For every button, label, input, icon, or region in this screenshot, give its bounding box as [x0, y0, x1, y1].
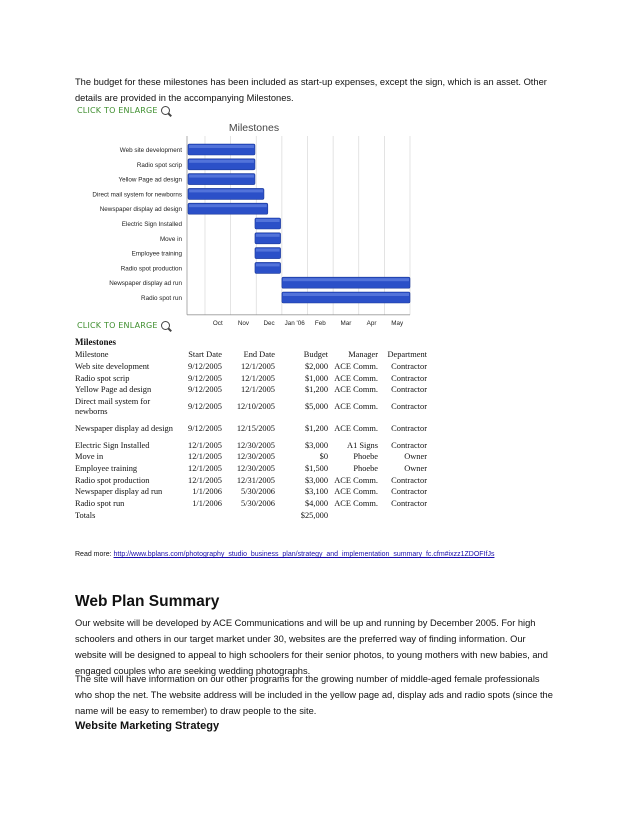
- category-label: Yellow Page ad design: [118, 176, 182, 184]
- x-tick-label: May: [391, 319, 404, 327]
- category-label: Electric Sign Installed: [121, 221, 182, 228]
- x-tick-label: Mar: [340, 319, 352, 327]
- web-plan-paragraph-1: [75, 615, 575, 679]
- click-to-enlarge-label: CLICK TO ENLARGE: [77, 321, 158, 330]
- header-end-date: End Date: [243, 350, 275, 360]
- table-row: [75, 440, 427, 452]
- start-date: 9/12/2005: [188, 373, 222, 383]
- table-row: [75, 498, 427, 510]
- end-date: 12/31/2005: [236, 475, 275, 485]
- web-plan-p1-line: schoolers and others in our target market under 30, websites are the preferred way of finding information. Our: [75, 634, 526, 644]
- end-date: 5/30/2006: [241, 487, 275, 497]
- x-tick-label: Dec: [263, 319, 275, 327]
- milestone-name: Newspaper display ad run: [75, 487, 163, 497]
- category-label: Employee training: [131, 250, 182, 258]
- x-tick-label: Jan '06: [284, 319, 305, 327]
- header-manager: Manager: [348, 350, 378, 360]
- end-date: 12/1/2005: [241, 362, 275, 372]
- read-more-label: Read more:: [75, 551, 114, 558]
- table-row: [75, 384, 427, 396]
- category-label: Move in: [159, 235, 182, 243]
- start-date: 9/12/2005: [188, 362, 222, 372]
- empty-cell: [222, 509, 275, 521]
- department: Contractor: [391, 373, 427, 383]
- table-row: [75, 451, 427, 463]
- category-label: Web site development: [119, 147, 182, 154]
- gantt-bar-highlight: [189, 204, 267, 207]
- header-budget: Budget: [303, 350, 328, 360]
- budget: $1,200: [304, 424, 328, 434]
- manager: ACE Comm.: [334, 402, 378, 412]
- department: Contractor: [391, 402, 427, 412]
- gantt-bar-highlight: [256, 249, 280, 252]
- gantt-bar-highlight: [189, 160, 254, 163]
- department: Contractor: [391, 440, 427, 450]
- milestone-name: Radio spot run: [75, 498, 125, 508]
- table-row: [75, 475, 427, 487]
- end-date: 12/1/2005: [241, 385, 275, 395]
- click-to-enlarge-label: CLICK TO ENLARGE: [77, 106, 158, 115]
- milestone-name: Radio spot production: [75, 475, 150, 485]
- web-plan-p1-line: Our website will be developed by ACE Communications and will be up and running by December 2005. For high: [75, 618, 536, 628]
- x-tick-label: Nov: [237, 319, 250, 327]
- end-date: 12/30/2005: [236, 452, 275, 462]
- read-more-link[interactable]: http://www.bplans.com/photography_studio_business_plan/strategy_and_implementation_summary_fc.cfm#ixzz1ZDOFIfJs: [113, 551, 495, 558]
- department: Contractor: [391, 362, 427, 372]
- department: Contractor: [391, 475, 427, 485]
- header-start-date: Start Date: [188, 350, 222, 360]
- manager: ACE Comm.: [334, 424, 378, 434]
- manager: ACE Comm.: [334, 362, 378, 372]
- table-header-row: [75, 349, 427, 361]
- click-to-enlarge-top[interactable]: [77, 106, 170, 115]
- gantt-bar-highlight: [189, 189, 263, 192]
- table-row: [75, 463, 427, 475]
- milestone-name: Employee training: [75, 464, 138, 474]
- category-label: Newspaper display ad run: [109, 280, 182, 288]
- intro-line-1: The budget for these milestones has been included as start-up expenses, except the sign, which is an asset. Other: [75, 77, 547, 87]
- web-plan-p2-line: who shop the net. The website address will be included in the yellow page ad, display ads and radio spots (since the: [75, 690, 553, 700]
- gantt-bar-highlight: [256, 219, 280, 222]
- table-row: [75, 396, 427, 418]
- web-plan-paragraph-2: [75, 671, 575, 719]
- milestone-name: Electric Sign Installed: [75, 440, 150, 450]
- x-tick-label: Apr: [366, 319, 377, 327]
- web-plan-heading: Web Plan Summary: [75, 593, 220, 610]
- budget: $3,100: [304, 487, 328, 497]
- header-department: Department: [387, 350, 427, 360]
- manager: A1 Signs: [347, 440, 378, 450]
- website-marketing-strategy-heading: Website Marketing Strategy: [75, 720, 220, 732]
- category-label: Radio spot run: [141, 295, 182, 302]
- category-label: Direct mail system for newborns: [92, 191, 182, 199]
- end-date: 12/15/2005: [236, 424, 275, 434]
- table-row: [75, 418, 427, 440]
- category-label: Radio spot scrip: [136, 161, 182, 169]
- manager: Phoebe: [353, 464, 378, 474]
- manager: ACE Comm.: [334, 385, 378, 395]
- end-date: 12/30/2005: [236, 464, 275, 474]
- chart-title: Milestones: [228, 122, 280, 134]
- web-plan-p2-line: The site will have information on our other programs for the growing number of middle-aged female professionals: [75, 674, 540, 684]
- magnifier-icon: [161, 106, 170, 115]
- department: Owner: [404, 464, 427, 474]
- gantt-bar-highlight: [256, 234, 280, 237]
- empty-cell: [182, 509, 222, 521]
- table-row: [75, 373, 427, 385]
- table-row: [75, 361, 427, 373]
- gantt-bar-highlight: [256, 263, 280, 266]
- department: Contractor: [391, 487, 427, 497]
- milestone-name: Newspaper display ad design: [75, 424, 173, 434]
- end-date: 12/1/2005: [241, 373, 275, 383]
- intro-line-2: details are provided in the accompanying Milestones.: [75, 93, 294, 103]
- click-to-enlarge-bottom[interactable]: [77, 321, 170, 330]
- manager: ACE Comm.: [334, 487, 378, 497]
- budget: $1,200: [304, 385, 328, 395]
- department: Contractor: [391, 424, 427, 434]
- x-tick-label: Feb: [314, 319, 326, 327]
- start-date: 9/12/2005: [188, 424, 222, 434]
- totals-label: Totals: [75, 510, 96, 520]
- milestone-name: Direct mail system for newborns: [75, 397, 151, 416]
- category-label: Radio spot production: [120, 265, 182, 273]
- budget: $1,500: [304, 464, 328, 474]
- milestone-name: Radio spot scrip: [75, 373, 130, 383]
- end-date: 5/30/2006: [241, 498, 275, 508]
- x-tick-label: Oct: [212, 319, 223, 327]
- milestones-table-title: Milestones: [75, 337, 116, 347]
- start-date: 1/1/2006: [192, 498, 222, 508]
- milestone-name: Yellow Page ad design: [75, 385, 152, 395]
- start-date: 1/1/2006: [192, 487, 222, 497]
- web-plan-p2-line: name will be easy to remember) to draw people to the site.: [75, 706, 317, 716]
- web-plan-p1-line: engaged couples who are seeking wedding photographs.: [75, 666, 311, 676]
- end-date: 12/30/2005: [236, 440, 275, 450]
- end-date: 12/10/2005: [236, 402, 275, 412]
- start-date: 12/1/2005: [188, 464, 222, 474]
- start-date: 12/1/2005: [188, 440, 222, 450]
- totals-value: $25,000: [300, 510, 328, 520]
- empty-cell: [378, 509, 427, 521]
- budget: $3,000: [304, 475, 328, 485]
- gantt-bar-highlight: [189, 175, 254, 178]
- empty-cell: [328, 509, 378, 521]
- budget: $0: [319, 452, 328, 462]
- budget: $2,000: [304, 362, 328, 372]
- manager: ACE Comm.: [334, 373, 378, 383]
- header-milestone: Milestone: [75, 350, 109, 360]
- gantt-bar-highlight: [189, 145, 254, 148]
- web-plan-p1-line: website will be designed to appeal to high schoolers for their senior photos, to young mothers with new babies, and: [75, 650, 548, 660]
- budget: $1,000: [304, 373, 328, 383]
- gantt-bar-highlight: [283, 293, 409, 296]
- budget: $3,000: [304, 440, 328, 450]
- milestone-name: Move in: [75, 452, 104, 462]
- start-date: 12/1/2005: [188, 475, 222, 485]
- department: Contractor: [391, 385, 427, 395]
- gantt-bar-highlight: [283, 278, 409, 281]
- magnifier-icon: [161, 321, 170, 330]
- milestones-table: [75, 349, 427, 521]
- category-label: Newspaper display ad design: [99, 206, 182, 214]
- totals-row: [75, 509, 427, 521]
- budget: $4,000: [304, 498, 328, 508]
- start-date: 12/1/2005: [188, 452, 222, 462]
- department: Owner: [404, 452, 427, 462]
- department: Contractor: [391, 498, 427, 508]
- milestone-name: Web site development: [75, 362, 150, 372]
- start-date: 9/12/2005: [188, 385, 222, 395]
- start-date: 9/12/2005: [188, 402, 222, 412]
- manager: Phoebe: [353, 452, 378, 462]
- manager: ACE Comm.: [334, 498, 378, 508]
- manager: ACE Comm.: [334, 475, 378, 485]
- budget: $5,000: [304, 402, 328, 412]
- read-more: [75, 551, 494, 558]
- intro-paragraph: [75, 74, 565, 106]
- table-row: [75, 486, 427, 498]
